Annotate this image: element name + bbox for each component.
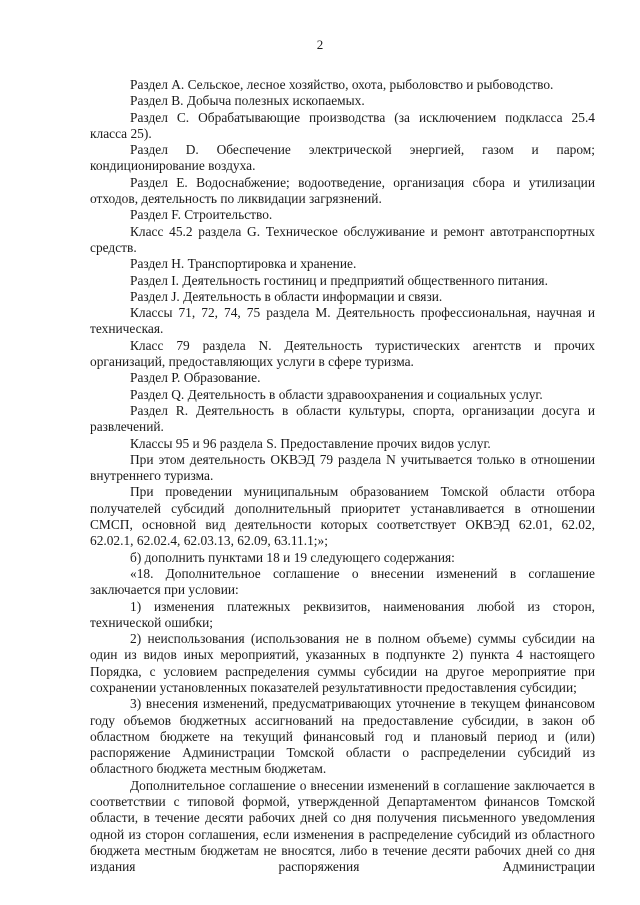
paragraph-priority: При проведении муниципальным образованием Томской области отбора получателей субсидий дополнительный приоритет устанавливается в отношении СМСП, основной вид деятельности которых соответствует ОКВЭД 62.01, 62.02, 62.02.1, 62.02.4, 62.03.13, 62.09, 63.11.1;»; [90, 484, 595, 549]
paragraph-condition-1: 1) изменения платежных реквизитов, наименования любой из сторон, технической ошибки; [90, 598, 595, 630]
paragraph-section-j: Раздел J. Деятельность в области информации и связи. [130, 288, 443, 304]
page-number: 2 [316, 37, 324, 52]
paragraph-section-m: Классы 71, 72, 74, 75 раздела М. Деятельность профессиональная, научная и техническая. [90, 305, 595, 337]
paragraph-section-f: Раздел F. Строительство. [130, 207, 273, 223]
document-body [90, 77, 595, 876]
paragraph-section-h: Раздел Н. Транспортировка и хранение. [130, 256, 357, 272]
paragraph-section-s: Классы 95 и 96 раздела S. Предоставление прочих видов услуг. [130, 435, 491, 451]
paragraph-add-items: б) дополнить пунктами 18 и 19 следующего содержания: [130, 549, 455, 565]
paragraph-class-79: Класс 79 раздела N. Деятельность туристических агентств и прочих организаций, предоставляющих услуги в сфере туризма. [90, 337, 595, 370]
paragraph-condition-3: 3) внесения изменений, предусматривающих уточнение в текущем финансовом году объемов бюджетных ассигнований на предоставление субсидии, в закон об областном бюджете на текущий финансовый год и плановый период и (или) распоряжение Администрации Томской области о распределении субсидий из областного бюджета местным бюджетам. [90, 696, 595, 777]
paragraph-section-q: Раздел Q. Деятельность в области здравоохранения и социальных услуг. [130, 386, 543, 402]
paragraph-section-r: Раздел R. Деятельность в области культуры, спорта, организации досуга и развлечений. [90, 402, 595, 435]
paragraph-condition-2: 2) неиспользования (использования не в полном объеме) суммы субсидии на один из видов иных мероприятий, указанных в подпункте 2) пункта 4 настоящего Порядка, с условием распределения суммы субсидии на другое мероприятие при сохранении установленных показателей результативности предоставления субсидии; [90, 631, 595, 695]
paragraph-section-p: Раздел Р. Образование. [130, 370, 261, 386]
paragraph-section-a: Раздел А. Сельское, лесное хозяйство, охота, рыболовство и рыбоводство. [130, 77, 554, 92]
paragraph-section-b: Раздел В. Добыча полезных ископаемых. [130, 93, 365, 109]
paragraph-section-d: Раздел D. Обеспечение электрической энергией, газом и паром; кондиционирование воздуха. [90, 142, 595, 174]
paragraph-supplementary-agreement: Дополнительное соглашение о внесении изменений в соглашение заключается в соответствии с типовой формой, утвержденной Департаментом финансов Томской области, в течение десяти рабочих дней со дня получения письменного уведомления одной из сторон соглашения, если изменения в распределение субсидий из областного бюджета местным бюджетам не вносятся, либо в течение десяти рабочих дней со дня издания распоряжения Администрации [90, 777, 595, 875]
paragraph-section-i: Раздел I. Деятельность гостиниц и предприятий общественного питания. [130, 272, 548, 288]
paragraph-section-e: Раздел Е. Водоснабжение; водоотведение, организация сбора и утилизации отходов, деятельность по ликвидации загрязнений. [90, 174, 595, 207]
paragraph-item-18: «18. Дополнительное соглашение о внесении изменений в соглашение заключается при условии: [90, 565, 595, 598]
paragraph-tourism-note: При этом деятельность ОКВЭД 79 раздела N учитывается только в отношении внутреннего туризма. [90, 451, 595, 484]
paragraph-class-45-2: Класс 45.2 раздела G. Техническое обслуживание и ремонт автотранспортных средств. [90, 223, 595, 255]
paragraph-section-c: Раздел С. Обрабатывающие производства (за исключением подкласса 25.4 класса 25). [90, 109, 595, 141]
